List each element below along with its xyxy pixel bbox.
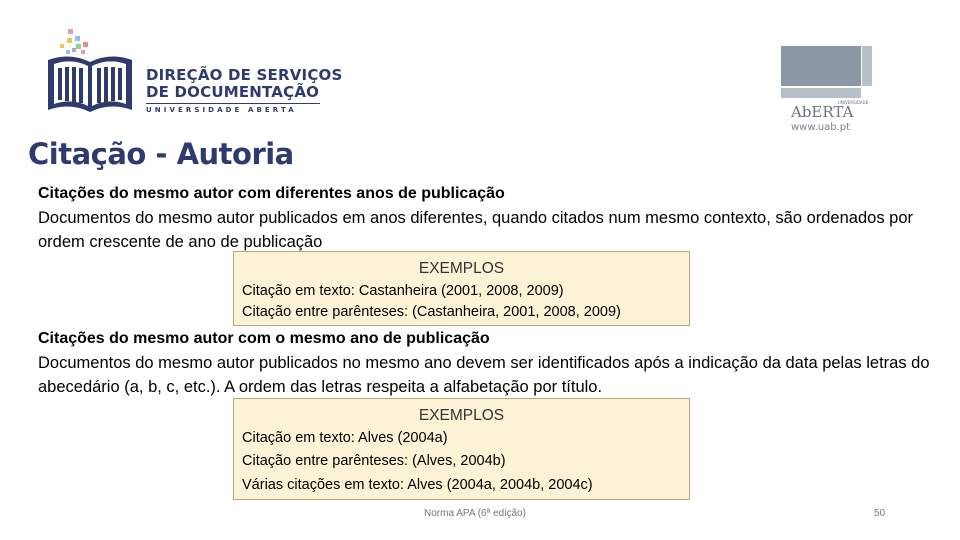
book-logo-icon bbox=[40, 24, 140, 119]
uab-logo-small-text: UNIVERSIDADE bbox=[838, 100, 869, 105]
page-title: Citação - Autoria bbox=[28, 137, 294, 171]
examples-box-2 bbox=[233, 398, 690, 500]
section1-text: Documentos do mesmo autor publicados em anos diferentes, quando citados num mesmo contexto, são ordenados por ordem crescente de ano de publicação bbox=[38, 209, 913, 251]
examples-box-2-line-3: Várias citações em texto: Alves (2004a, 2004b, 2004c) bbox=[242, 477, 593, 493]
examples-box-1-line-1: Citação em texto: Castanheira (2001, 2008, 2009) bbox=[242, 283, 564, 299]
section2-heading: Citações do mesmo autor com o mesmo ano de publicação bbox=[38, 330, 490, 347]
examples-box-1-title: EXEMPLOS bbox=[418, 260, 505, 277]
examples-box-2-title: EXEMPLOS bbox=[418, 407, 505, 424]
uab-logo bbox=[780, 46, 872, 138]
uab-logo-url: www.uab.pt bbox=[791, 122, 851, 133]
logo-text-line3: UNIVERSIDADE ABERTA bbox=[146, 106, 297, 114]
examples-box-2-line-2: Citação entre parênteses: (Alves, 2004b) bbox=[242, 453, 506, 469]
logo-divider bbox=[146, 103, 320, 104]
examples-box-1-line-2: Citação entre parênteses: (Castanheira, 2001, 2008, 2009) bbox=[242, 304, 621, 320]
section2-text: Documentos do mesmo autor publicados no mesmo ano devem ser identificados após a indicação da data pelas letras do abecedário (a, b, c, etc.). A ordem das letras respeita a alfabetação por título. bbox=[38, 354, 930, 396]
examples-box-1 bbox=[233, 251, 690, 326]
footer-text: Norma APA (6ª edição) bbox=[424, 508, 526, 519]
logo-text-line1: DIREÇÃO DE SERVIÇOS bbox=[146, 66, 343, 84]
page-number: 50 bbox=[874, 508, 886, 519]
section1-heading: Citações do mesmo autor com diferentes anos de publicação bbox=[38, 185, 505, 202]
dsd-logo bbox=[40, 24, 343, 119]
examples-box-2-line-1: Citação em texto: Alves (2004a) bbox=[242, 430, 448, 446]
uab-logo-square-icon bbox=[781, 46, 861, 86]
uab-logo-name: AbERTA bbox=[791, 103, 854, 121]
uab-logo-bar-right bbox=[862, 46, 872, 86]
logo-text-line2: DE DOCUMENTAÇÃO bbox=[146, 83, 320, 101]
uab-logo-bar-bottom bbox=[781, 88, 861, 98]
